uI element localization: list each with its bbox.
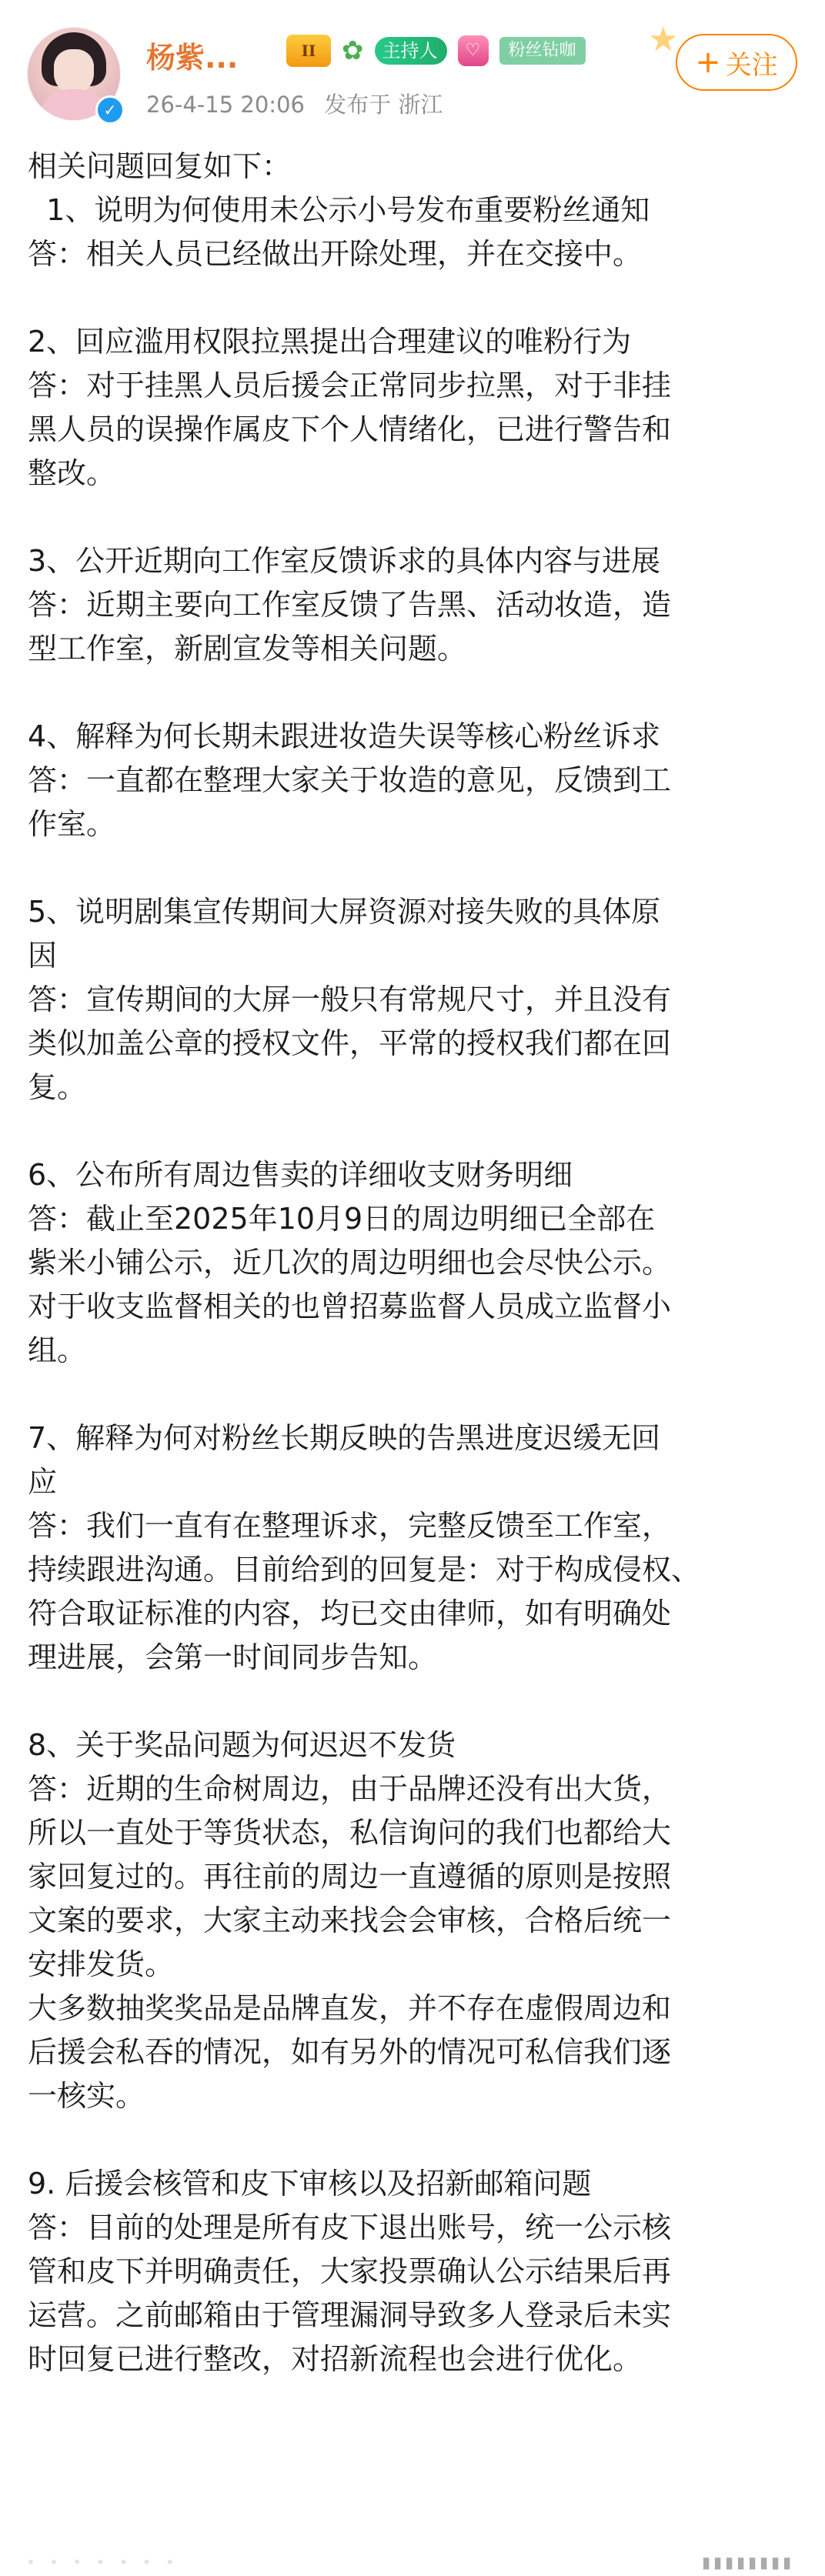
watermark-dots: ▮▮▮▮▮▮▮▮ [701,2553,794,2571]
body-line: 答：对于挂黑人员后援会正常同步拉黑，对于非挂 [28,369,672,402]
body-line: 紫米小铺公示，近几次的周边明细也会尽快公示。 [28,1246,672,1280]
body-line: 类似加盖公章的授权文件，平常的授权我们都在回 [28,1026,672,1060]
verified-icon: ✓ [95,95,125,125]
body-line: 管和皮下并明确责任，大家投票确认公示结果后再 [28,2254,672,2288]
author-badges [286,32,586,69]
body-line: 组。 [28,1333,87,1367]
paragraph-gap [28,2118,805,2162]
body-line: 答：目前的处理是所有皮下退出账号，统一公示核 [28,2211,672,2244]
body-line: 答：相关人员已经做出开除处理，并在交接中。 [28,237,643,271]
sprout-icon[interactable]: ✿ [342,35,364,66]
body-line: 复。 [28,1070,87,1104]
plus-icon: + [695,45,721,80]
body-line: 答：宣传期间的大屏一般只有常规尺寸，并且没有 [28,983,672,1016]
body-line: 6、公布所有周边售卖的详细收支财务明细 [28,1158,573,1192]
body-line: 持续跟进沟通。目前给到的回复是：对于构成侵权、 [28,1553,701,1587]
fan-club-icon[interactable]: ♡ [458,35,489,66]
body-line: 8、关于奖品问题为何迟迟不发货 [28,1728,456,1762]
paragraph-gap [28,671,805,715]
body-line: 大多数抽奖奖品是品牌直发，并不存在虚假周边和 [28,1991,672,2025]
paragraph-gap [28,276,805,320]
post-header [0,0,825,138]
body-line: 理进展，会第一时间同步告知。 [28,1640,438,1674]
bottom-bar [0,2548,825,2576]
body-line: 安排发货。 [28,1947,175,1981]
body-line: 相关问题回复如下： [28,149,292,183]
fan-badge[interactable]: 粉丝钻咖 [499,37,586,65]
post-timestamp: 26-4-15 20:06 [146,92,305,118]
body-line: 2、回应滥用权限拉黑提出合理建议的唯粉行为 [28,325,632,359]
avatar-face [54,49,94,94]
body-line: 应 [28,1465,58,1499]
body-line: 答：一直都在整理大家关于妆造的意见，反馈到工 [28,763,672,797]
body-line: 5、说明剧集宣传期间大屏资源对接失败的具体原 [28,895,661,929]
body-line: 运营。之前邮箱由于管理漏洞导致多人登录后未实 [28,2298,672,2332]
paragraph-gap [28,496,805,539]
body-line: 4、解释为何长期未跟进妆造失误等核心粉丝诉求 [28,719,661,753]
body-line: 1、说明为何使用未公示小号发布重要粉丝通知 [28,193,650,227]
body-line: 对于收支监督相关的也曾招募监督人员成立监督小 [28,1290,672,1323]
body-line: 家回复过的。再往前的周边一直遵循的原则是按照 [28,1860,672,1894]
post-meta [146,88,455,119]
star-decoration-icon: ★ [648,20,679,59]
body-line: 后援会私吞的情况，如有另外的情况可私信我们逐 [28,2035,672,2069]
decorative-dots: • • • • • • • [26,2553,179,2571]
body-line: 答：我们一直有在整理诉求，完整反馈至工作室， [28,1509,672,1543]
body-line: 一核实。 [28,2079,145,2113]
body-line: 整改。 [28,456,116,490]
author-name[interactable]: 杨紫... [146,41,239,75]
follow-label: 关注 [725,49,778,81]
body-line: 型工作室，新剧宣发等相关问题。 [28,632,467,666]
body-line: 3、公开近期向工作室反馈诉求的具体内容与进展 [28,544,661,578]
level-badge-icon[interactable]: II [286,35,331,67]
follow-button[interactable] [676,34,797,91]
paragraph-gap [28,1109,805,1153]
body-line: 时回复已进行整改，对招新流程也会进行优化。 [28,2342,643,2376]
body-line: 7、解释为何对粉丝长期反映的告黑进度迟缓无回 [28,1421,661,1455]
body-line: 答：截止至2025年10月9日的周边明细已全部在 [28,1202,656,1236]
post-body [28,145,805,2381]
body-line: 作室。 [28,807,116,841]
body-line: 因 [28,939,58,973]
body-line: 所以一直处于等货状态，私信询问的我们也都给大 [28,1816,672,1850]
paragraph-gap [28,1373,805,1416]
body-line: 9. 后援会核管和皮下审核以及招新邮箱问题 [28,2167,592,2201]
paragraph-gap [28,846,805,890]
host-badge[interactable]: 主持人 [375,37,447,65]
body-line: 答：近期的生命树周边，由于品牌还没有出大货， [28,1772,672,1806]
body-line: 黑人员的误操作属皮下个人情绪化，已进行警告和 [28,412,672,446]
body-line: 符合取证标准的内容，均已交由律师，如有明确处 [28,1597,672,1630]
body-line: 答：近期主要向工作室反馈了告黑、活动妆造，造 [28,588,672,622]
post-source: 发布于 浙江 [324,92,443,118]
body-line: 文案的要求，大家主动来找会会审核，合格后统一 [28,1904,672,1937]
paragraph-gap [28,1680,805,1723]
